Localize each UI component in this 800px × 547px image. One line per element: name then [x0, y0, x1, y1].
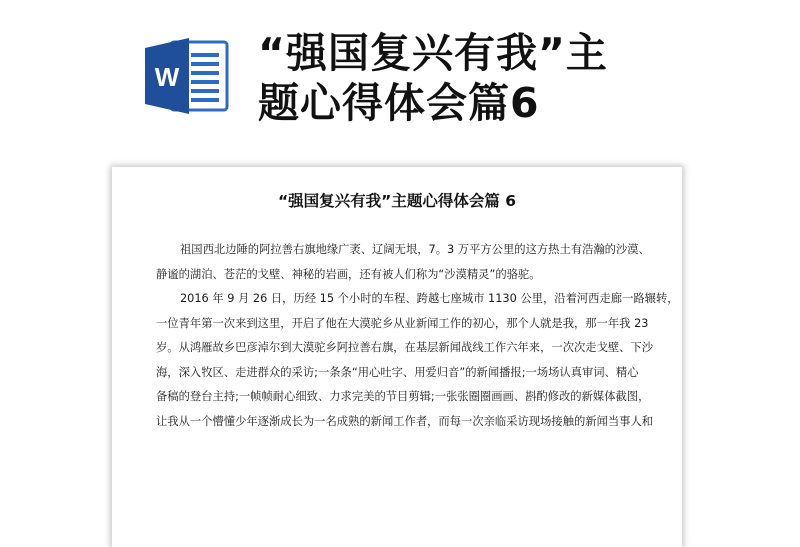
paragraph-line: 2016 年 9 月 26 日，历经 15 个小时的车程、跨越七座城市 1130 公里，沿着河西走廊一路辗转，: [180, 292, 679, 305]
paragraph-line: 岁。从鸿雁故乡巴彦淖尔到大漠驼乡阿拉善右旗，在基层新闻战线工作六年来，一次次走戈壁、下沙: [156, 341, 654, 354]
header-title-line-2: 题心得体会篇6: [258, 79, 540, 127]
paragraph-line: 备稿的登台主持;一帧帧耐心细致、力求完美的节目剪辑;一张张圈圈画画、斟酌修改的新媒体截图，: [156, 390, 650, 403]
document-title: “强国复兴有我”主题心得体会篇 6: [277, 192, 517, 210]
header: [0, 0, 800, 160]
word-icon-graphic: [143, 36, 229, 116]
header-title-line-1: “强国复兴有我”主: [258, 29, 608, 77]
document-body: [156, 238, 679, 434]
paragraph-line: 海，深入牧区、走进群众的采访;一条条“用心吐字、用爱归音”的新闻播报;一场场认真审词、精心: [156, 365, 639, 379]
paragraph-line: 让我从一个懵懂少年逐渐成长为一名成熟的新闻工作者，而每一次亲临采访现场接触的新闻当事人和: [156, 414, 654, 428]
header-title: [258, 28, 688, 128]
paragraph-line: 一位青年第一次来到这里，开启了他在大漠驼乡从业新闻工作的初心，那个人就是我，那一年我 23: [156, 316, 649, 330]
word-icon: [143, 36, 229, 116]
paragraph-line: 静谧的湖泊、苍茫的戈壁、神秘的岩画，还有被人们称为“沙漠精灵”的骆驼。: [156, 267, 541, 281]
document-page: [112, 167, 682, 547]
word-icon-letter: W: [154, 62, 180, 92]
paragraph-line: 祖国西北边陲的阿拉善右旗地缘广袤、辽阔无垠，7。3 万平方公里的这方热土有浩瀚的沙漠、: [180, 243, 650, 256]
